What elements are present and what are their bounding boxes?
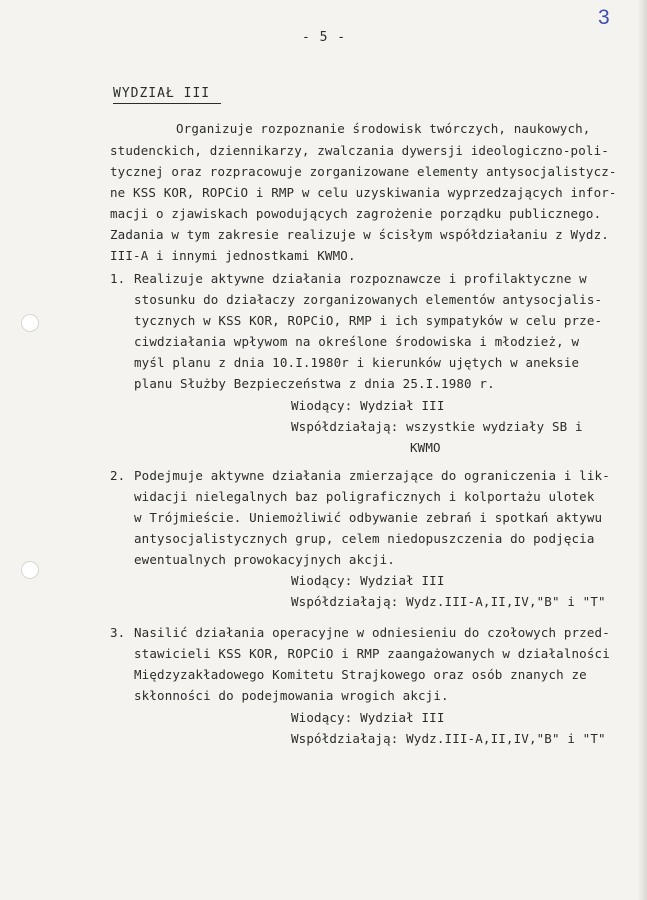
task-line: tycznych w KSS KOR, ROPCiO, RMP i ich sympatyków w celu prze- xyxy=(134,313,603,328)
task-line: ciwdziałania wpływom na określone środowiska i młodzież, w xyxy=(134,334,580,349)
intro-line: tycznej oraz rozpracowuje zorganizowane elementy antysocjalistycz- xyxy=(110,164,617,179)
task-line: antysocjalistycznych grup, celem niedopuszczenia do podjęcia xyxy=(134,531,595,546)
task-line: stawicieli KSS KOR, ROPCiO i RMP zaangażowanych w działalności xyxy=(134,646,610,661)
task-number: 3. xyxy=(110,625,126,640)
task-cooperating: Współdziałają: Wydz.III-A,II,IV,"B" i "T" xyxy=(291,731,606,746)
task-line: widacji nielegalnych baz poligraficznych i kolportażu ulotek xyxy=(134,489,595,504)
intro-line: III-A i innymi jednostkami KWMO. xyxy=(110,248,356,263)
task-line: Podejmuje aktywne działania zmierzające do ograniczenia i lik- xyxy=(134,468,610,483)
task-cooperating: Współdziałają: wszystkie wydziały SB i xyxy=(291,419,583,434)
page-number: - 5 - xyxy=(302,30,347,45)
intro-line: macji o zjawiskach powodujących zagrożenie porządku publicznego. xyxy=(110,206,602,221)
task-line: w Trójmieście. Uniemożliwić odbywanie zebrań i spotkań aktywu xyxy=(134,510,603,525)
punch-hole xyxy=(21,561,39,579)
section-title: WYDZIAŁ III xyxy=(113,86,221,104)
task-line: stosunku do działaczy zorganizowanych elementów antysocjalis- xyxy=(134,292,603,307)
task-number: 2. xyxy=(110,468,126,483)
task-line: Nasilić działania operacyjne w odniesieniu do czołowych przed- xyxy=(134,625,610,640)
page-edge-shadow xyxy=(638,0,647,900)
intro-line: Organizuje rozpoznanie środowisk twórczych, naukowych, xyxy=(176,121,591,136)
task-cooperating: Współdziałają: Wydz.III-A,II,IV,"B" i "T" xyxy=(291,594,606,609)
intro-line: studenckich, dziennikarzy, zwalczania dywersji ideologiczno-poli- xyxy=(110,143,609,158)
intro-line: ne KSS KOR, ROPCiO i RMP w celu uzyskiwania wyprzedzających infor- xyxy=(110,185,617,200)
task-lead: Wiodący: Wydział III xyxy=(291,398,445,413)
handwritten-page-mark: 3 xyxy=(598,6,610,29)
task-lead: Wiodący: Wydział III xyxy=(291,710,445,725)
task-lead: Wiodący: Wydział III xyxy=(291,573,445,588)
punch-hole xyxy=(21,314,39,332)
task-line: ewentualnych prowokacyjnych akcji. xyxy=(134,552,395,567)
intro-line: Zadania w tym zakresie realizuje w ścisłym współdziałaniu z Wydz. xyxy=(110,227,609,242)
task-number: 1. xyxy=(110,271,126,286)
task-line: Realizuje aktywne działania rozpoznawcze i profilaktyczne w xyxy=(134,271,587,286)
task-line: myśl planu z dnia 10.I.1980r i kierunków ujętych w aneksie xyxy=(134,355,580,370)
task-line: skłonności do podejmowania wrogich akcji. xyxy=(134,688,449,703)
task-line: Międzyzakładowego Komitetu Strajkowego oraz osób znanych ze xyxy=(134,667,587,682)
task-cooperating-cont: KWMO xyxy=(410,440,441,455)
task-line: planu Służby Bezpieczeństwa z dnia 25.I.1980 r. xyxy=(134,376,495,391)
